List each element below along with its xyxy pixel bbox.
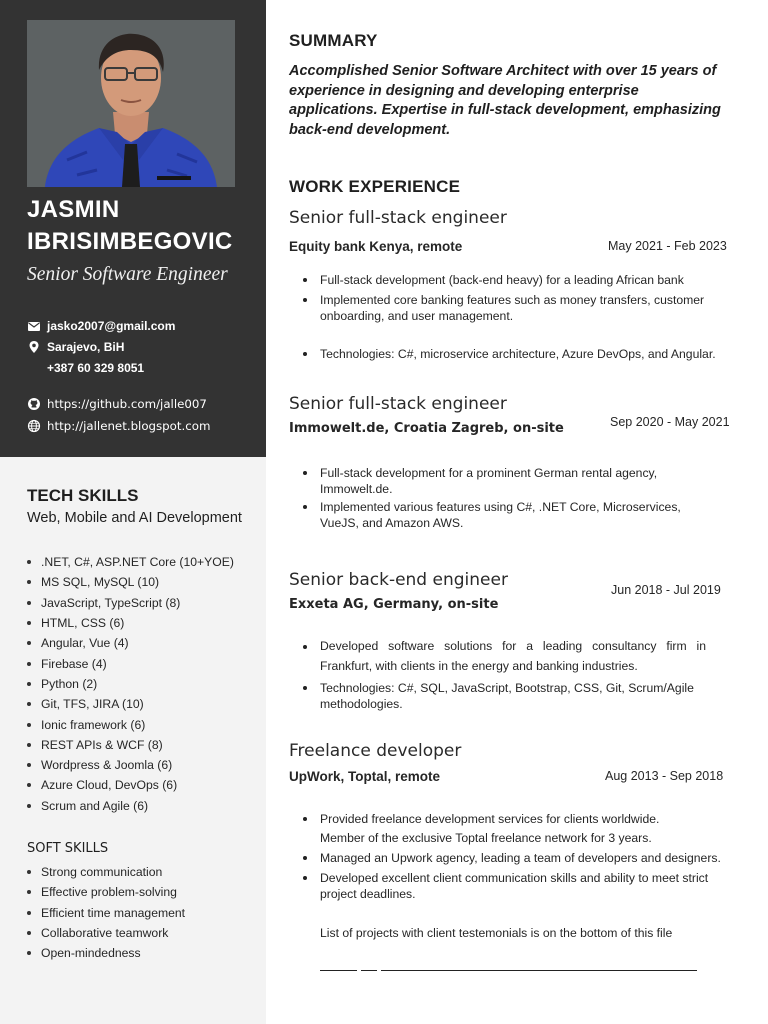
job-role: Senior Software Engineer [27, 264, 228, 285]
bullet-icon [27, 763, 31, 767]
job-dates: May 2021 - Feb 2023 [608, 239, 727, 253]
last-name: IBRISIMBEGOVIC [27, 228, 233, 255]
tech-skills-subheading: Web, Mobile and AI Development [27, 510, 242, 526]
list-item: Scrum and Agile (6) [27, 796, 234, 816]
job-bullet: Implemented various features using C#, .NET Core, Microservices, VueJS, and Amazon AWS. [303, 499, 693, 531]
job-company: Exxeta AG, Germany, on-site [289, 597, 499, 612]
job-title: Senior back-end engineer [289, 570, 508, 590]
contact-github[interactable] [27, 396, 207, 412]
list-item: HTML, CSS (6) [27, 613, 234, 633]
bullet-icon [27, 723, 31, 727]
list-item: Wordpress & Joomla (6) [27, 755, 234, 775]
bullet-icon [27, 641, 31, 645]
job-dates: Aug 2013 - Sep 2018 [605, 769, 724, 783]
bullet-icon [27, 580, 31, 584]
list-item: Collaborative teamwork [27, 923, 185, 943]
list-item: JavaScript, TypeScript (8) [27, 593, 234, 613]
contact-email[interactable] [27, 318, 175, 334]
email-icon [27, 319, 41, 333]
job-bullet: Full-stack development for a prominent German rental agency, Immowelt.de. [303, 465, 693, 497]
tech-skills-heading: TECH SKILLS [27, 486, 139, 505]
bullet-icon [303, 856, 307, 860]
job-bullet: Managed an Upwork agency, leading a team of developers and designers. [303, 850, 723, 866]
bullet-icon [27, 601, 31, 605]
bullet-icon [27, 682, 31, 686]
phone-text: +387 60 329 8051 [47, 361, 145, 375]
job-title: Senior full-stack engineer [289, 208, 507, 228]
summary-text: Accomplished Senior Software Architect with over 15 years of experience in designing and developing enterprise applications. Expertise in full-stack development, emphasizing back-end development. [289, 63, 721, 138]
job-bullet: Developed excellent client communication skills and ability to meet strict project deadlines. [303, 870, 713, 902]
projects-note: List of projects with client testemonials is on the bottom of this file [320, 926, 673, 940]
job-company: Immowelt.de, Croatia Zagreb, on-site [289, 421, 564, 436]
list-item: Efficient time management [27, 903, 185, 923]
list-item: Azure Cloud, DevOps (6) [27, 775, 234, 795]
email-text: jasko2007@gmail.com [47, 319, 176, 333]
bullet-icon [27, 951, 31, 955]
divider [381, 970, 697, 971]
list-item: MS SQL, MySQL (10) [27, 572, 234, 592]
divider [320, 970, 357, 971]
profile-photo [27, 20, 235, 187]
list-item: Firebase (4) [27, 653, 234, 673]
bullet-icon [27, 911, 31, 915]
job-bullet: Technologies: C#, SQL, JavaScript, Bootstrap, CSS, Git, Scrum/Agile methodologies. [303, 680, 706, 712]
list-item: Python (2) [27, 674, 234, 694]
summary-heading: SUMMARY [289, 31, 378, 50]
bullet-icon [303, 817, 307, 821]
bullet-icon [303, 352, 307, 356]
list-item: Open-mindedness [27, 943, 185, 963]
first-name: JASMIN [27, 196, 120, 223]
job-company: UpWork, Toptal, remote [289, 769, 441, 784]
contact-phone[interactable] [47, 360, 144, 376]
candidate-name [27, 194, 257, 258]
bullet-icon [27, 804, 31, 808]
location-pin-icon [27, 340, 41, 354]
list-item: Ionic framework (6) [27, 714, 234, 734]
job-bullet: Implemented core banking features such as money transfers, customer onboarding, and user management. [303, 292, 723, 324]
contact-blog[interactable] [27, 418, 210, 434]
bullet-icon [27, 783, 31, 787]
job-company: Equity bank Kenya, remote [289, 239, 463, 254]
bullet-icon [303, 645, 307, 649]
tech-skills-list [27, 552, 234, 816]
list-item: Strong communication [27, 862, 185, 882]
bullet-icon [27, 931, 31, 935]
blog-link[interactable]: http://jallenet.blogspot.com [47, 419, 211, 433]
bullet-icon [303, 876, 307, 880]
job-bullet: Provided freelance development services for clients worldwide. [303, 811, 723, 827]
bullet-icon [27, 743, 31, 747]
job-line: Member of the exclusive Toptal freelance network for 3 years. [320, 831, 652, 845]
contact-location [27, 339, 124, 355]
list-item: Angular, Vue (4) [27, 633, 234, 653]
list-item: Effective problem-solving [27, 882, 185, 902]
job-title: Freelance developer [289, 741, 462, 761]
list-item: REST APIs & WCF (8) [27, 735, 234, 755]
list-item: .NET, C#, ASP.NET Core (10+YOE) [27, 552, 234, 572]
soft-skills-list [27, 862, 185, 963]
github-icon [27, 397, 41, 411]
bullet-icon [303, 471, 307, 475]
job-bullet: Technologies: C#, microservice architecture, Azure DevOps, and Angular. [303, 346, 723, 362]
job-bullet: Developed software solutions for a leading consultancy firm in Frankfurt, with clients in the energy and banking industries. [303, 637, 706, 676]
bullet-icon [303, 278, 307, 282]
location-text: Sarajevo, BiH [47, 340, 125, 354]
bullet-icon [303, 686, 307, 690]
bullet-icon [27, 560, 31, 564]
job-title: Senior full-stack engineer [289, 394, 507, 414]
job-bullet: Full-stack development (back-end heavy) for a leading African bank [303, 272, 723, 288]
divider [361, 970, 377, 971]
soft-skills-heading: SOFT SKILLS [27, 841, 109, 856]
bullet-icon [303, 298, 307, 302]
bullet-icon [27, 890, 31, 894]
bullet-icon [27, 870, 31, 874]
job-dates: Jun 2018 - Jul 2019 [611, 583, 721, 597]
globe-icon [27, 419, 41, 433]
work-experience-heading: WORK EXPERIENCE [289, 177, 461, 196]
job-dates: Sep 2020 - May 2021 [610, 415, 730, 429]
list-item: Git, TFS, JIRA (10) [27, 694, 234, 714]
bullet-icon [27, 702, 31, 706]
bullet-icon [27, 621, 31, 625]
github-link[interactable]: https://github.com/jalle007 [47, 397, 207, 411]
bullet-icon [303, 505, 307, 509]
bullet-icon [27, 662, 31, 666]
